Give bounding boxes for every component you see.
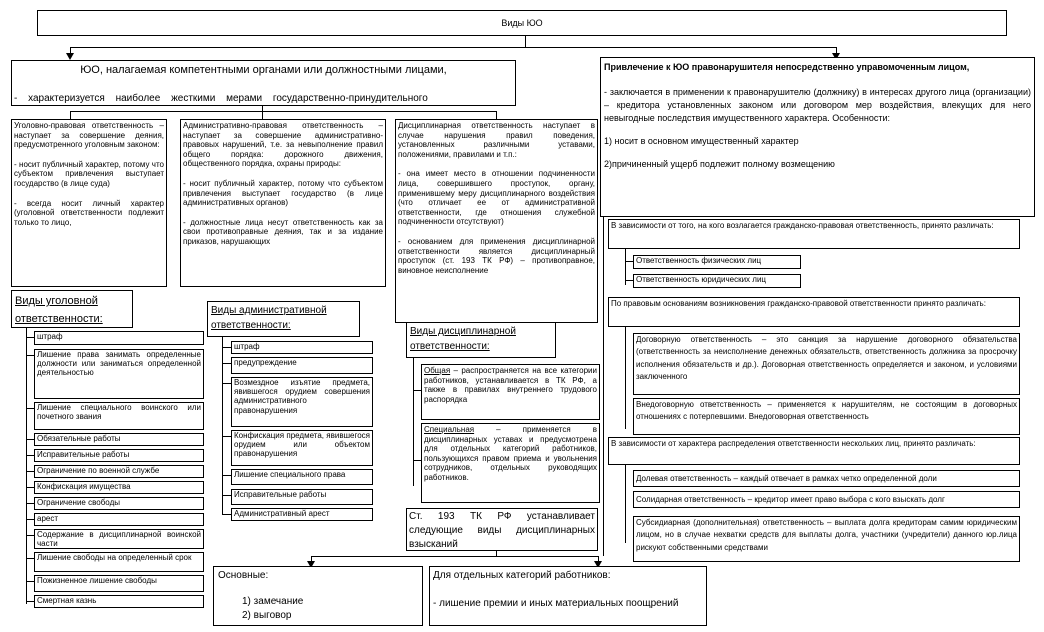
civil-g3-item-2: Солидарная ответственность – кредитор имеет право выбора с кого взыскать долг	[633, 491, 1020, 508]
civil-g3-vline	[625, 465, 626, 543]
discipline-text2: - она имеет место в отношении подчиненности лица, совершившего проступок, органу, применившему меру дисциплинарного воздействия (что отличает ее от административной ответственности, где отношения служебной подчиненности отсутствуют)	[398, 169, 595, 227]
criminal-type-item-connector	[26, 558, 34, 559]
criminal-type-item-connector	[26, 408, 34, 409]
criminal-types-vline	[26, 328, 27, 604]
discipline-box	[395, 119, 598, 323]
civil-g1-item-connector	[625, 261, 633, 262]
criminal-type-item-connector	[26, 535, 34, 536]
admin-type-item: Возмездное изъятие предмета, явившегося орудием совершения административного правонарушения	[231, 377, 373, 427]
criminal-text1: Уголовно-правовая ответственность – наступает за совершение деяния, предусмотренного уголовным законом:	[14, 121, 164, 150]
criminal-type-item: Ограничение свободы	[34, 497, 204, 510]
admin-type-item-connector	[222, 383, 231, 384]
criminal-type-item-connector	[26, 503, 34, 504]
discipline-types-title: Виды дисциплинарной ответственности:	[406, 322, 556, 358]
criminal-type-item-connector	[26, 519, 34, 520]
disc-drop	[496, 111, 497, 119]
criminal-type-item: штраф	[34, 331, 204, 345]
root-title: Виды ЮО	[501, 18, 543, 28]
discipline-special-label: Специальная	[424, 425, 475, 434]
criminal-type-item: Смертная казнь	[34, 595, 204, 608]
criminal-type-item-connector	[26, 471, 34, 472]
left-sub-hbar	[70, 111, 496, 112]
disc-spec-h	[413, 460, 421, 461]
right-main-p2: 1) носит в основном имущественный характер	[604, 136, 799, 147]
criminal-type-item: Лишение специального воинского или почетного звания	[34, 402, 204, 430]
tk-hbar	[311, 556, 598, 557]
criminal-type-item: Лишение свободы на определенный срок	[34, 552, 204, 572]
civil-g2-title: По правовым основаниям возникновения гражданско-правовой ответственности принято различать:	[608, 297, 1020, 327]
civil-g1-item-connector	[625, 280, 633, 281]
civil-g1-item: Ответственность физических лиц	[633, 255, 801, 269]
admin-type-item: Лишение специального права	[231, 469, 373, 485]
civil-vline	[603, 216, 604, 556]
criminal-types-title: Виды уголовной ответственности:	[11, 290, 133, 328]
criminal-type-item-connector	[26, 355, 34, 356]
admin-type-item: предупреждение	[231, 357, 373, 374]
right-main-box	[600, 57, 1035, 217]
discipline-specialcat-title: Для отдельных категорий работников:	[433, 570, 611, 581]
admin-text3: - должностные лица несут ответственность как за свои противоправные деяния, так и за издание приказов, нарушающих	[183, 217, 383, 246]
criminal-text3: - всегда носит личный характер (уголовной ответственности подлежит только то лицо,	[14, 198, 164, 227]
left-arrow	[66, 53, 74, 60]
discipline-basic-box	[213, 566, 423, 626]
admin-type-item: Административный арест	[231, 508, 373, 521]
discipline-basic-item-1: 1) замечание	[242, 596, 304, 607]
criminal-type-item: Ограничение по военной службе	[34, 465, 204, 478]
left-main-box	[11, 60, 516, 106]
criminal-type-item-connector	[26, 439, 34, 440]
adm-drop	[262, 111, 263, 119]
admin-type-item-connector	[222, 363, 231, 364]
discipline-specialcat-box	[429, 566, 707, 626]
discipline-special-box	[421, 423, 600, 503]
criminal-type-item-connector	[26, 487, 34, 488]
left-main-subtitle: - характеризуется наиболее жесткими мерами государственно-принудительного	[14, 93, 428, 105]
right-main-p1: - заключается в применении к правонарушителю (должнику) в интересах другого лица (организации) – кредитора установленных законом или договором мер воздействия, влекущих для него невыгодные последствия имущественного характера. Особенности:	[604, 87, 1031, 124]
right-main-title: Привлечение к ЮО правонарушителя непосредственно управомоченным лицом,	[604, 62, 970, 72]
civil-g3-title: В зависимости от характера распределения ответственности нескольких лиц, принято различать:	[608, 437, 1020, 465]
admin-box	[180, 119, 386, 287]
discipline-special-text: – применяется в дисциплинарных уставах и предусмотрена для отдельных категорий работников, пользующихся правом приема и увольнения сотрудников, отдельных руководящих работников.	[424, 425, 597, 482]
admin-types-title: Виды административной ответственности:	[207, 301, 360, 337]
criminal-text2: - носит публичный характер, потому что субъектом привлечения выступает государство (в лице суда)	[14, 159, 164, 188]
discipline-basic-title: Основные:	[218, 570, 269, 581]
criminal-type-item-connector	[26, 581, 34, 582]
admin-type-item: штраф	[231, 341, 373, 354]
discipline-types-vline	[413, 358, 414, 486]
criminal-box	[11, 119, 167, 287]
discipline-specialcat-text: - лишение премии и иных материальных поощрений	[433, 598, 679, 609]
admin-type-item-connector	[222, 347, 231, 348]
crim-drop	[70, 111, 71, 119]
civil-g1-title: В зависимости от того, на кого возлагается гражданско-правовая ответственность, принято различать:	[608, 219, 1020, 249]
right-main-p3: 2)причиненный ущерб подлежит полному возмещению	[604, 159, 835, 170]
left-main-title: ЮО, налагаемая компетентными органами или должностными лицами,	[80, 64, 447, 76]
criminal-type-item: Исправительные работы	[34, 449, 204, 462]
civil-g3-item-3: Субсидиарная (дополнительная) ответственность – выплата долга кредиторам самим юридическим лицом, но в случае нехватки средств для выплаты долга, участники (учредители) данного юр.лица рискуют собственными средствами	[633, 516, 1020, 562]
disc-gen-h	[413, 390, 421, 391]
civil-g2-item-2: Внедоговорную ответственность – применяется к нарушителям, не состоящим в договорных отношениях с потерпевшими. Внедоговорная ответственность	[633, 398, 1020, 435]
admin-type-item: Конфискация предмета, явившегося орудием или объектом правонарушения	[231, 430, 373, 466]
discipline-tk-box: Ст. 193 ТК РФ устанавливает следующие виды дисциплинарных взысканий	[406, 508, 598, 551]
civil-g3-item-1: Долевая ответственность – каждый отвечает в рамках четко определенной доли	[633, 470, 1020, 487]
criminal-type-item-connector	[26, 337, 34, 338]
criminal-type-item: Содержание в дисциплинарной воинской части	[34, 529, 204, 549]
discipline-text3: - основанием для применения дисциплинарной ответственности является дисциплинарный проступок (ст. 193 ТК РФ) – противоправное, виновное неисполнение	[398, 236, 595, 275]
civil-g2-vline	[625, 327, 626, 429]
admin-type-item-connector	[222, 436, 231, 437]
admin-type-item-connector	[222, 495, 231, 496]
criminal-type-item-connector	[26, 601, 34, 602]
criminal-type-item: Обязательные работы	[34, 433, 204, 446]
criminal-type-item: Конфискация имущества	[34, 481, 204, 494]
discipline-general-box	[421, 364, 600, 420]
admin-type-item: Исправительные работы	[231, 489, 373, 505]
root-hbar	[70, 47, 836, 48]
admin-type-item-connector	[222, 514, 231, 515]
discipline-general-label: Общая	[424, 366, 451, 375]
root-box	[37, 10, 1007, 36]
criminal-type-item: Пожизненное лишение свободы	[34, 575, 204, 592]
admin-text1: Административно-правовая ответственность – наступает за совершение административно-правовых нарушений, т.е. за невыполнение правил общего порядка: дорожного движения, общественного порядка, охраны природы:	[183, 121, 383, 169]
admin-type-item-connector	[222, 475, 231, 476]
discipline-basic-item-2: 2) выговор	[242, 610, 292, 621]
admin-text2: - носит публичный характер, потому что субъектом привлечения выступает государство (в лице административных органов)	[183, 178, 383, 208]
criminal-type-item: Лишение права занимать определенные должности или заниматься определенной деятельностью	[34, 349, 204, 399]
criminal-type-item-connector	[26, 455, 34, 456]
civil-g2-item-1: Договорную ответственность – это санкция за нарушение договорного обязательства (ответственность за неисполнение денежных обязательств, ответственность должника за просрочку исполнения обязательств и др.). Договорная ответственность определяется и законом, и условиями заключенного	[633, 333, 1020, 395]
criminal-type-item: арест	[34, 513, 204, 526]
discipline-text1: Дисциплинарная ответственность наступает в случае нарушения правил поведения, установленных различными уставами, положениями, правилами и т.п.:	[398, 121, 595, 159]
discipline-general-text: – распространяется на все категории работников, устанавливается в ТК РФ, а также в правилах внутреннего трудового распорядка	[424, 366, 597, 404]
civil-g1-item: Ответственность юридических лиц	[633, 274, 801, 288]
